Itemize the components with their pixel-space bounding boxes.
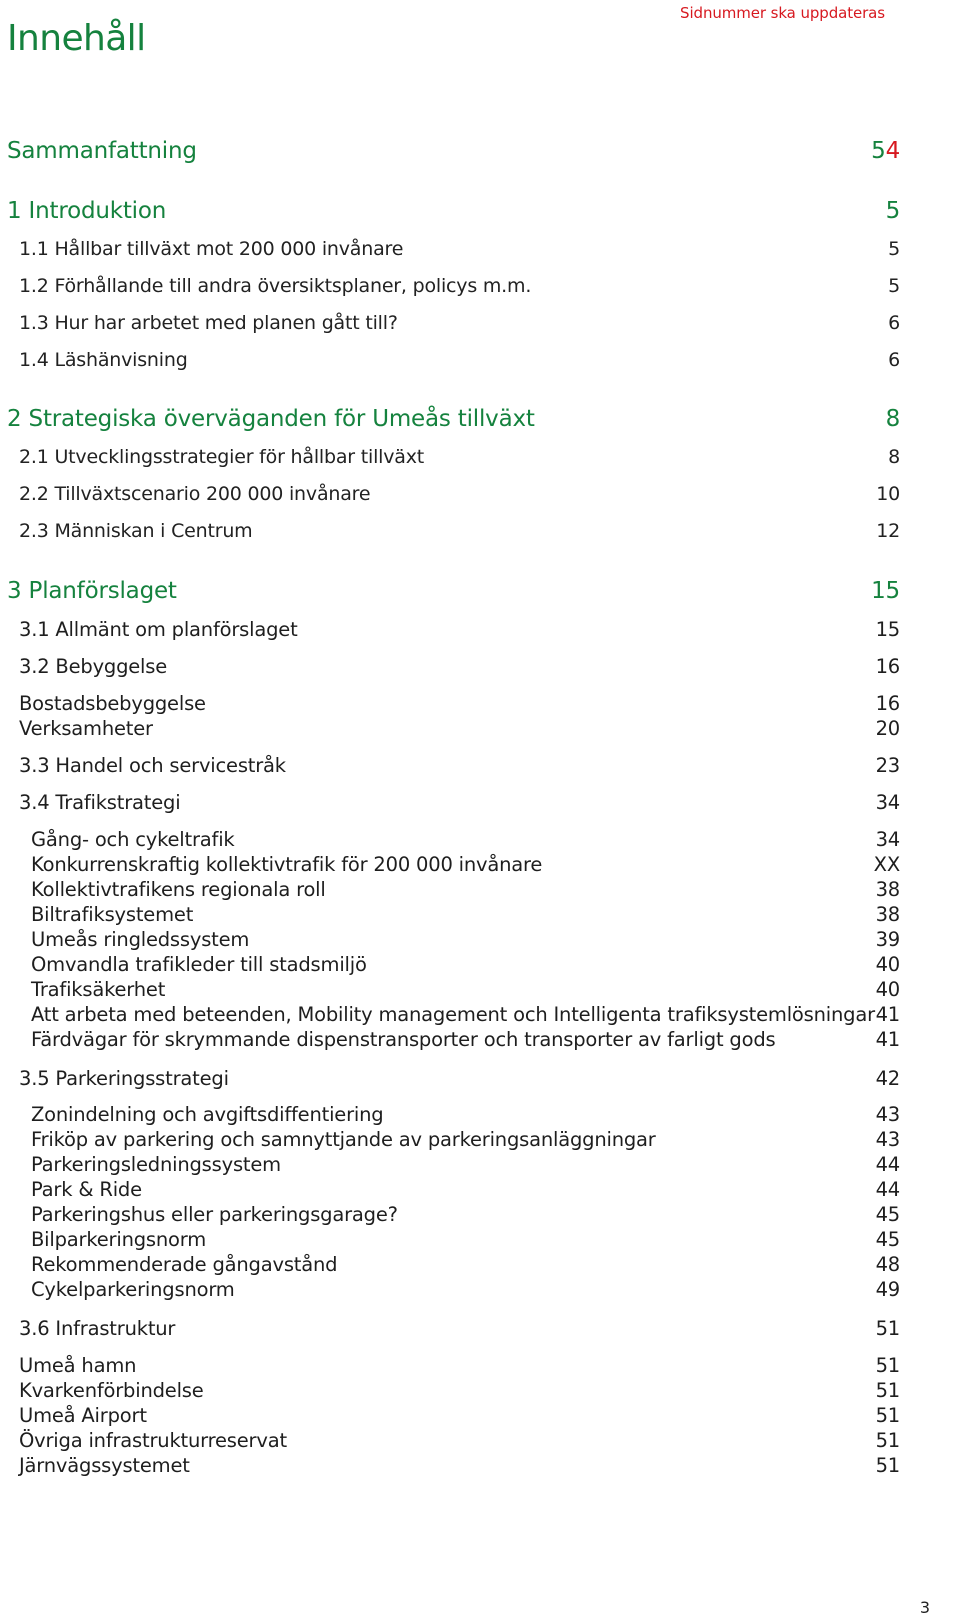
toc-entry-2-strategiska-overvaganden-for-umeas-tillvaxt[interactable] <box>0 406 900 432</box>
toc-entry-title: Friköp av parkering och samnyttjande av parkeringsanläggningar <box>31 1128 656 1151</box>
toc-entry-page: 43 <box>875 1103 900 1126</box>
toc-entry-page: 6 <box>888 312 900 334</box>
toc-entry-title: 3.3 Handel och servicestråk <box>19 754 286 777</box>
toc-entry-konkurrenskraftig-kollektivtrafik-for-200-000-invanare[interactable] <box>0 853 900 876</box>
toc-entry-title: 2.1 Utvecklingsstrategier för hållbar tillväxt <box>19 446 425 468</box>
toc-entry-title: Cykelparkeringsnorm <box>31 1278 235 1301</box>
toc-entry-cykelparkeringsnorm[interactable] <box>0 1278 900 1301</box>
update-page-numbers-note: Sidnummer ska uppdateras <box>680 4 885 22</box>
toc-entry-title: Parkeringsledningssystem <box>31 1153 281 1176</box>
toc-entry-title: 1.3 Hur har arbetet med planen gått till? <box>19 312 398 334</box>
toc-entry-3-1-allmant-om-planforslaget[interactable] <box>0 618 900 641</box>
toc-entry-att-arbeta-med-beteenden-mobility-management-och-intelligent[interactable] <box>0 1003 900 1026</box>
toc-entry-page: 15 <box>871 578 900 604</box>
toc-entry-page: 8 <box>885 406 900 432</box>
toc-entry-page: 51 <box>875 1354 900 1377</box>
toc-entry-page: 51 <box>875 1379 900 1402</box>
toc-entry-bilparkeringsnorm[interactable] <box>0 1228 900 1251</box>
toc-entry-title: 2.2 Tillväxtscenario 200 000 invånare <box>19 483 371 505</box>
toc-entry-rekommenderade-gangavstand[interactable] <box>0 1253 900 1276</box>
toc-entry-title: 1 Introduktion <box>7 198 167 224</box>
toc-entry-page: 5 <box>885 198 900 224</box>
toc-entry-page: 51 <box>875 1429 900 1452</box>
toc-entry-page: 42 <box>875 1067 900 1090</box>
toc-entry-title: 1.1 Hållbar tillväxt mot 200 000 invånare <box>19 238 404 260</box>
toc-entry-title: 2 Strategiska överväganden för Umeås tillväxt <box>7 406 535 432</box>
toc-entry-title: 2.3 Människan i Centrum <box>19 520 253 542</box>
toc-entry-page: 41 <box>875 1028 900 1051</box>
toc-entry-page: 43 <box>875 1128 900 1151</box>
toc-entry-3-planforslaget[interactable] <box>0 578 900 604</box>
toc-entry-title: Sammanfattning <box>7 138 197 164</box>
toc-entry-title: Trafiksäkerhet <box>31 978 166 1001</box>
toc-entry-kvarkenforbindelse[interactable] <box>0 1379 900 1402</box>
toc-entry-title: Bostadsbebyggelse <box>19 692 206 715</box>
toc-entry-page: 51 <box>875 1454 900 1477</box>
toc-entry-3-4-trafikstrategi[interactable] <box>0 791 900 814</box>
toc-entry-2-3-manniskan-i-centrum[interactable] <box>0 520 900 542</box>
toc-entry-title: Gång- och cykeltrafik <box>31 828 235 851</box>
toc-entry-page: 20 <box>875 717 900 740</box>
toc-entry-bostadsbebyggelse[interactable] <box>0 692 900 715</box>
toc-entry-page: 40 <box>875 953 900 976</box>
toc-entry-page: 49 <box>875 1278 900 1301</box>
toc-entry-zonindelning-och-avgiftsdiffentiering[interactable] <box>0 1103 900 1126</box>
toc-entry-umea-airport[interactable] <box>0 1404 900 1427</box>
toc-entry-frikop-av-parkering-och-samnyttjande-av-parkeringsanlaggning[interactable] <box>0 1128 900 1151</box>
toc-entry-title: Färdvägar för skrymmande dispenstransporter och transporter av farligt gods <box>31 1028 776 1051</box>
toc-entry-park-ride[interactable] <box>0 1178 900 1201</box>
toc-entry-page: 39 <box>875 928 900 951</box>
toc-entry-title: Park & Ride <box>31 1178 142 1201</box>
toc-entry-page: 40 <box>875 978 900 1001</box>
toc-entry-title: 3.6 Infrastruktur <box>19 1317 176 1340</box>
toc-entry-jarnvagssystemet[interactable] <box>0 1454 900 1477</box>
toc-entry-fardvagar-for-skrymmande-dispenstransporter-och-transporter-[interactable] <box>0 1028 900 1051</box>
toc-entry-page: 38 <box>875 878 900 901</box>
toc-entry-page: 8 <box>888 446 900 468</box>
toc-entry-title: Umeås ringledssystem <box>31 928 250 951</box>
toc-entry-2-1-utvecklingsstrategier-for-hallbar-tillvaxt[interactable] <box>0 446 900 468</box>
toc-entry-title: Zonindelning och avgiftsdiffentiering <box>31 1103 384 1126</box>
toc-entry-page: 34 <box>875 791 900 814</box>
toc-entry-page: 41 <box>875 1003 900 1026</box>
toc-entry-omvandla-trafikleder-till-stadsmiljo[interactable] <box>0 953 900 976</box>
toc-entry-title: Bilparkeringsnorm <box>31 1228 207 1251</box>
toc-entry-umea-hamn[interactable] <box>0 1354 900 1377</box>
toc-entry-ovriga-infrastrukturreservat[interactable] <box>0 1429 900 1452</box>
toc-entry-page: 23 <box>875 754 900 777</box>
toc-entry-page-part: 5 <box>871 138 886 164</box>
toc-entry-verksamheter[interactable] <box>0 717 900 740</box>
toc-entry-gang-och-cykeltrafik[interactable] <box>0 828 900 851</box>
toc-entry-title: 1.2 Förhållande till andra översiktsplaner, policys m.m. <box>19 275 532 297</box>
toc-entry-kollektivtrafikens-regionala-roll[interactable] <box>0 878 900 901</box>
toc-entry-page: 6 <box>888 349 900 371</box>
toc-entry-title: Omvandla trafikleder till stadsmiljö <box>31 953 367 976</box>
toc-entry-biltrafiksystemet[interactable] <box>0 903 900 926</box>
toc-entry-title: Parkeringshus eller parkeringsgarage? <box>31 1203 398 1226</box>
toc-entry-page-part-updated: 4 <box>885 138 900 164</box>
toc-entry-1-2-forhallande-till-andra-oversiktsplaner-policys-m-m[interactable] <box>0 275 900 297</box>
toc-entry-page: 51 <box>875 1404 900 1427</box>
toc-entry-title: 3.1 Allmänt om planförslaget <box>19 618 298 641</box>
toc-entry-title: Järnvägssystemet <box>19 1454 190 1477</box>
toc-entry-page: 44 <box>875 1178 900 1201</box>
toc-entry-title: Umeå Airport <box>19 1404 147 1427</box>
toc-entry-1-introduktion[interactable] <box>0 198 900 224</box>
toc-entry-3-3-handel-och-servicestrak[interactable] <box>0 754 900 777</box>
toc-entry-title: Konkurrenskraftig kollektivtrafik för 200 000 invånare <box>31 853 543 876</box>
toc-entry-umeas-ringledssystem[interactable] <box>0 928 900 951</box>
toc-entry-title: Övriga infrastrukturreservat <box>19 1429 287 1452</box>
toc-entry-page: 48 <box>875 1253 900 1276</box>
toc-entry-title: Kollektivtrafikens regionala roll <box>31 878 326 901</box>
toc-entry-page: 15 <box>875 618 900 641</box>
toc-entry-parkeringshus-eller-parkeringsgarage[interactable] <box>0 1203 900 1226</box>
toc-entry-parkeringsledningssystem[interactable] <box>0 1153 900 1176</box>
toc-entry-title: 1.4 Läshänvisning <box>19 349 188 371</box>
toc-entry-title: 3.5 Parkeringsstrategi <box>19 1067 229 1090</box>
toc-entry-title: Umeå hamn <box>19 1354 137 1377</box>
page-number: 3 <box>919 1598 930 1617</box>
toc-entry-page: XX <box>873 853 900 876</box>
toc-entry-title: 3 Planförslaget <box>7 578 177 604</box>
toc-entry-title: 3.2 Bebyggelse <box>19 655 168 678</box>
toc-entry-page: 44 <box>875 1153 900 1176</box>
toc-entry-title: Att arbeta med beteenden, Mobility management och Intelligenta trafiksystemlösningar <box>31 1003 875 1026</box>
toc-entry-page: 34 <box>875 828 900 851</box>
toc-entry-sammanfattning[interactable] <box>0 138 900 164</box>
toc-entry-page <box>871 138 900 164</box>
toc-entry-page: 45 <box>875 1228 900 1251</box>
toc-entry-3-2-bebyggelse[interactable] <box>0 655 900 678</box>
toc-entry-title: Biltrafiksystemet <box>31 903 194 926</box>
toc-entry-title: 3.4 Trafikstrategi <box>19 791 181 814</box>
toc-entry-page: 5 <box>888 238 900 260</box>
toc-entry-page: 51 <box>875 1317 900 1340</box>
toc-entry-3-5-parkeringsstrategi[interactable] <box>0 1067 900 1090</box>
toc-entry-title: Verksamheter <box>19 717 153 740</box>
toc-entry-1-3-hur-har-arbetet-med-planen-gatt-till[interactable] <box>0 312 900 334</box>
toc-entry-1-4-lashanvisning[interactable] <box>0 349 900 371</box>
toc-entry-trafiksakerhet[interactable] <box>0 978 900 1001</box>
toc-entry-2-2-tillvaxtscenario-200-000-invanare[interactable] <box>0 483 900 505</box>
toc-entry-page: 16 <box>875 692 900 715</box>
toc-entry-title: Rekommenderade gångavstånd <box>31 1253 338 1276</box>
toc-entry-title: Kvarkenförbindelse <box>19 1379 204 1402</box>
page-title: Innehåll <box>7 18 146 59</box>
toc-entry-page: 5 <box>888 275 900 297</box>
toc-entry-1-1-hallbar-tillvaxt-mot-200-000-invanare[interactable] <box>0 238 900 260</box>
toc-entry-3-6-infrastruktur[interactable] <box>0 1317 900 1340</box>
toc-entry-page: 45 <box>875 1203 900 1226</box>
toc-entry-page: 12 <box>876 520 900 542</box>
toc-entry-page: 10 <box>876 483 900 505</box>
toc-entry-page: 16 <box>875 655 900 678</box>
toc-entry-page: 38 <box>875 903 900 926</box>
